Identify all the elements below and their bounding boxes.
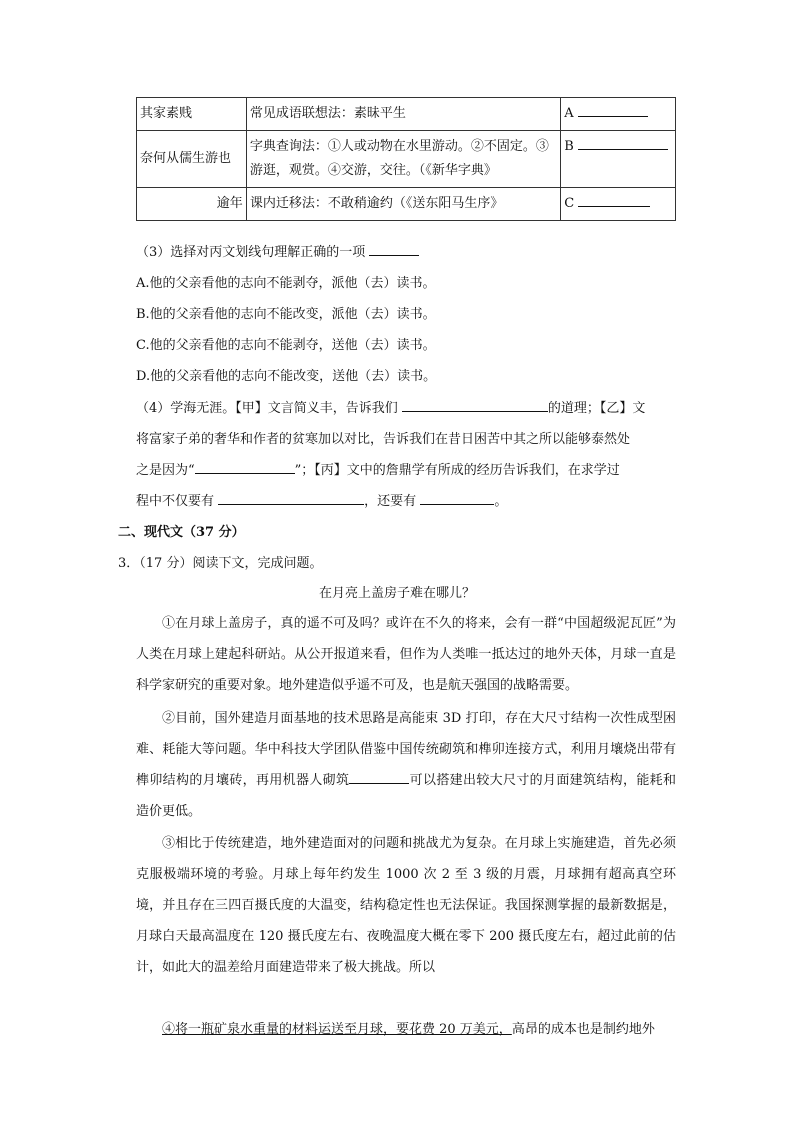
question-label: 3．（17 分）阅读下文，完成问题。 (118, 556, 323, 571)
article-title: 在月亮上盖房子难在哪儿？ (318, 586, 475, 601)
option-a[interactable]: A.他的父亲看他的志向不能剥夺，派他（去）读书。 (136, 276, 436, 291)
answer-blank[interactable] (195, 459, 295, 474)
table-row (137, 131, 676, 188)
article-paragraph-4: ④将一瓶矿泉水重量的材料运送至月球，要花费 20 万美元，高昂的成本也是制约地外 (162, 1022, 655, 1037)
option-c[interactable]: C.他的父亲看他的志向不能剥夺，送他（去）读书。 (136, 338, 436, 353)
question-4-line-3: 之是因为“ ”；【丙】文中的詹鼎学有所成的经历告诉我们，在求学过 (136, 459, 620, 478)
table-cell-word: 奈何从儒生游也 (137, 131, 247, 188)
question-4-line-1: （4）学海无涯。【甲】文言简义丰，告诉我们 的道理；【乙】文 (136, 397, 645, 416)
question-4-line-2: 将富家子弟的奢华和作者的贫寒加以对比，告诉我们在昔日困苦中其之所以能够泰然处 (136, 432, 631, 447)
answer-blank[interactable] (578, 135, 668, 150)
table-cell-word: 逾年 (137, 188, 247, 221)
table-cell-answer: B (561, 131, 676, 188)
table-cell-method: 字典查询法：①人或动物在水里游动。②不固定。③游逛，观赏。④交游，交往。（《新华字典》 (246, 131, 560, 188)
underlined-sentence: ④将一瓶矿泉水重量的材料运送至月球，要花费 20 万美元， (162, 1022, 512, 1037)
vocab-method-table (136, 97, 676, 221)
answer-blank[interactable] (349, 769, 409, 784)
answer-blank[interactable] (402, 397, 548, 412)
article-paragraph-1: ①在月球上盖房子，真的遥不可及吗？或许在不久的将来，会有一群“中国超级泥瓦匠”为人类在月球上建起科研站。从公开报道来看，但作为人类唯一抵达过的地外天体，月球一直是科学家研究的重要对象。地外建造似乎遥不可及，也是航天强国的战略需要。 (136, 616, 676, 693)
answer-blank[interactable] (369, 241, 419, 256)
table-cell-word: 其家素贱 (137, 98, 247, 131)
option-b[interactable]: B.他的父亲看他的志向不能改变，派他（去）读书。 (136, 307, 436, 322)
answer-blank[interactable] (420, 490, 494, 505)
article-paragraph-2: ②目前，国外建造月面基地的技术思路是高能束 3D 打印，存在大尺寸结构一次性成型困难、耗能大等问题。华中科技大学团队借鉴中国传统砌筑和榫卯连接方式，利用月壤烧出带有榫卯结构的月壤砖，再用机器人砌筑 可以搭建出较大尺寸的月面建筑结构，能耗和造价更低。 (136, 711, 676, 819)
table-row (137, 188, 676, 221)
section-heading: 二、现代文（37 分） (118, 525, 245, 540)
option-d[interactable]: D.他的父亲看他的志向不能改变，送他（去）读书。 (136, 369, 437, 384)
table-cell-answer: A (561, 98, 676, 131)
table-cell-method: 常见成语联想法：素昧平生 (246, 98, 560, 131)
article-paragraph-3: ③相比于传统建造，地外建造面对的问题和挑战尤为复杂。在月球上实施建造，首先必须克服极端环境的考验。月球上每年约发生 1000 次 2 至 3 级的月震，月球拥有超高真空环境，并且存在三四百摄氏度的大温变，结构稳定性也无法保证。我国探测掌握的最新数据是，月球白天最高温度在 120 摄氏度左右、夜晚温度大概在零下 200 摄氏度左右，超过此前的估计，如此大的温差给月面建造带来了极大挑战。所以 (136, 836, 676, 975)
answer-blank[interactable] (218, 490, 364, 505)
table-cell-method: 课内迁移法：不敢稍逾约（《送东阳马生序》 (246, 188, 560, 221)
question-3-stem: （3）选择对丙文划线句理解正确的一项 (136, 241, 419, 260)
table-cell-answer: C (561, 188, 676, 221)
question-4-line-4: 程中不仅要有 ，还要有 。 (136, 490, 507, 509)
table-row (137, 98, 676, 131)
answer-blank[interactable] (578, 102, 648, 117)
answer-blank[interactable] (578, 192, 650, 207)
